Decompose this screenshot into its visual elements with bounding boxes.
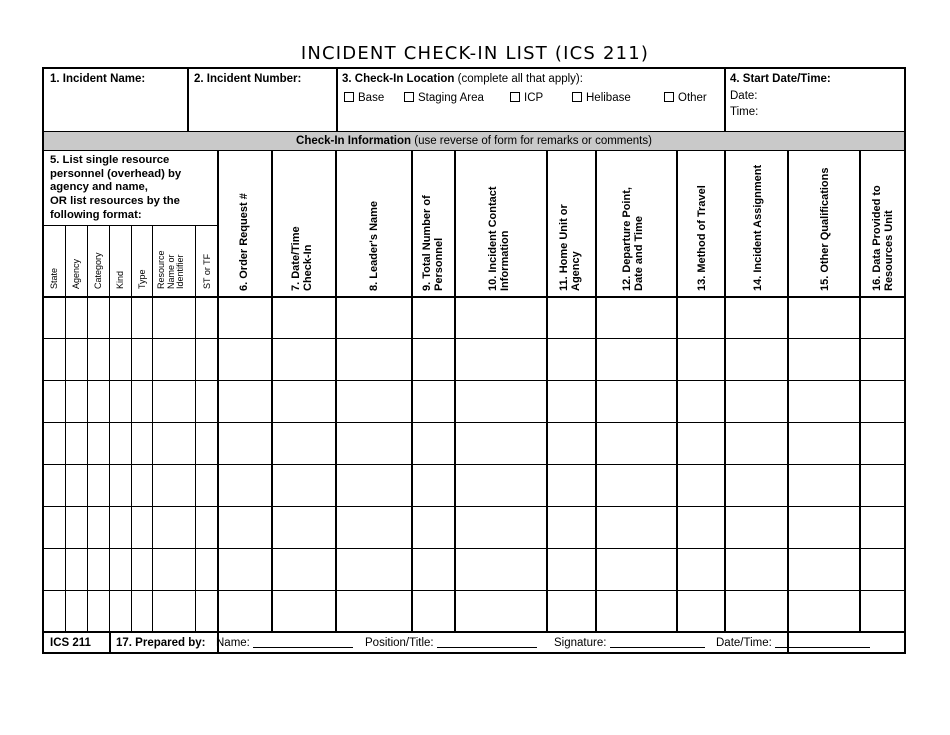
start-datetime-label: 4. Start Date/Time: [730, 73, 831, 85]
form-title: INCIDENT CHECK-IN LIST (ICS 211) [300, 43, 650, 64]
incident-number-field[interactable] [192, 89, 332, 127]
subcol-st-or-tf: ST or TF [202, 253, 212, 289]
section5-instructions: 5. List single resource personnel (overhead) by agency and name, OR list resources by the following format: [50, 154, 182, 221]
col-leaders-name: 8. Leader's Name [368, 200, 380, 291]
location-staging-area[interactable]: Staging Area [404, 92, 484, 104]
subcol-agency: Agency [71, 258, 81, 289]
col-home-unit: 11. Home Unit or Agency [558, 204, 582, 291]
incident-name-field[interactable] [48, 89, 183, 127]
table-row[interactable] [44, 507, 904, 548]
checkbox-icon[interactable] [510, 92, 520, 102]
checkbox-icon[interactable] [344, 92, 354, 102]
location-base[interactable]: Base [344, 92, 384, 104]
checkbox-icon[interactable] [404, 92, 414, 102]
col-method-travel: 13. Method of Travel [696, 185, 708, 291]
table-row[interactable] [44, 339, 904, 380]
subcol-type: Type [137, 269, 147, 289]
col-contact-info: 10. Incident Contact Information [487, 186, 511, 291]
col-total-personnel: 9. Total Number of Personnel [421, 195, 445, 291]
col-datetime-checkin: 7. Date/Time Check-In [290, 226, 314, 291]
subcol-category: Category [93, 252, 103, 289]
col-departure-point: 12. Departure Point, Date and Time [621, 187, 645, 291]
checkbox-icon[interactable] [572, 92, 582, 102]
table-row[interactable] [44, 423, 904, 464]
col-other-qualifications: 15. Other Qualifications [819, 167, 831, 291]
location-other[interactable]: Other [664, 92, 707, 104]
location-icp[interactable]: ICP [510, 92, 543, 104]
ics211-form [42, 67, 906, 654]
col-incident-assignment: 14. Incident Assignment [752, 164, 764, 291]
start-date-label: Date: [730, 90, 758, 102]
table-row[interactable] [44, 549, 904, 590]
checkbox-icon[interactable] [664, 92, 674, 102]
col-data-provided: 16. Data Provided to Resources Unit [871, 185, 895, 291]
table-row[interactable] [44, 381, 904, 422]
table-row[interactable] [44, 465, 904, 506]
prepared-name[interactable]: Name: [216, 637, 353, 649]
start-time-label: Time: [730, 106, 759, 118]
checkin-info-band: Check-In Information (use reverse of form for remarks or comments) [44, 131, 904, 151]
table-row[interactable] [44, 297, 904, 338]
prepared-position[interactable]: Position/Title: [365, 637, 537, 649]
form-id: ICS 211 [50, 637, 91, 649]
subcol-state: State [49, 267, 59, 289]
prepared-signature[interactable]: Signature: [554, 637, 705, 649]
position-line[interactable] [437, 637, 537, 648]
col-order-request: 6. Order Request # [238, 193, 250, 291]
subcol-kind: Kind [115, 270, 125, 289]
incident-name-label: 1. Incident Name: [50, 73, 146, 85]
checkin-location-label: 3. Check-In Location (complete all that apply): [342, 73, 583, 85]
incident-number-label: 2. Incident Number: [194, 73, 302, 85]
table-row[interactable] [44, 591, 904, 631]
prepared-datetime[interactable]: Date/Time: [716, 637, 870, 649]
signature-line[interactable] [610, 637, 705, 648]
datetime-line[interactable] [775, 637, 870, 648]
subcol-resource-name: Resource Name or Identifier [156, 250, 185, 289]
prepared-by-label: 17. Prepared by: [116, 637, 206, 649]
location-helibase[interactable]: Helibase [572, 92, 631, 104]
name-line[interactable] [253, 637, 353, 648]
